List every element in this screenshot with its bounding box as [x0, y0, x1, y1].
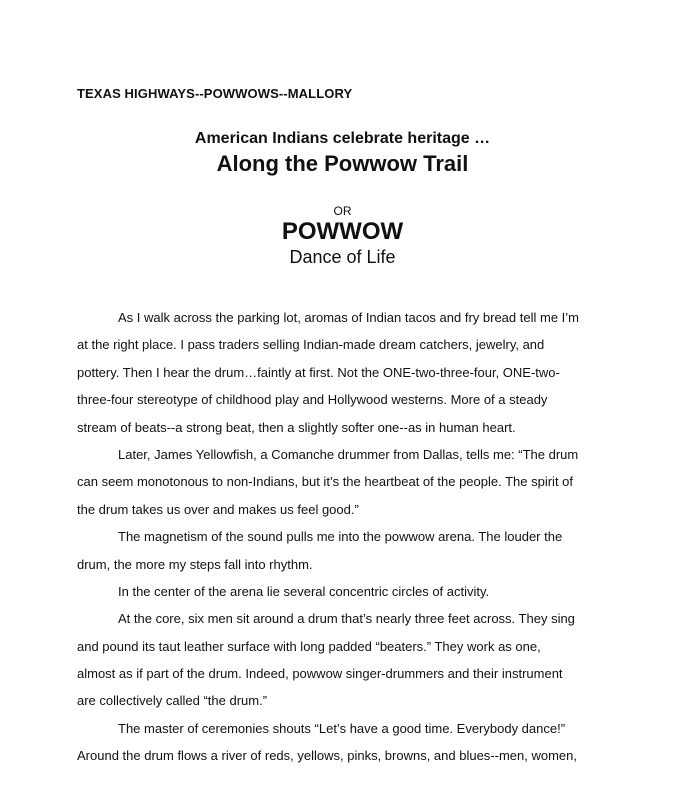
paragraph-5-line-2: and pound its taut leather surface with long padded “beaters.” They work as one, [77, 638, 541, 654]
paragraph-4-line-1: In the center of the arena lie several concentric circles of activity. [118, 583, 490, 599]
article-body [77, 304, 617, 770]
paragraph-1-line-2: at the right place. I pass traders selling Indian-made dream catchers, jewelry, and [77, 337, 545, 353]
paragraph-2-line-2: can seem monotonous to non-Indians, but it’s the heartbeat of the people. The spirit of [77, 474, 574, 490]
paragraph-6-line-2: Around the drum flows a river of reds, yellows, pinks, browns, and blues--men, women, [77, 748, 577, 764]
article-title: Along the Powwow Trail [216, 151, 469, 176]
paragraph-3-line-1: The magnetism of the sound pulls me into the powwow arena. The louder the [118, 529, 563, 545]
header-slug: TEXAS HIGHWAYS--POWWOWS--MALLORY [77, 86, 353, 101]
paragraph-3-line-2: drum, the more my steps fall into rhythm. [77, 556, 313, 572]
paragraph-1-line-3: pottery. Then I hear the drum…faintly at first. Not the ONE-two-three-four, ONE-two- [77, 364, 560, 380]
paragraph-5-line-4: are collectively called “the drum.” [77, 693, 268, 709]
paragraph-5-line-3: almost as if part of the drum. Indeed, powwow singer-drummers and their instrument [77, 666, 563, 682]
paragraph-2-line-1: Later, James Yellowfish, a Comanche drummer from Dallas, tells me: “The drum [118, 446, 579, 462]
paragraph-1-line-4: three-four stereotype of childhood play and Hollywood westerns. More of a steady [77, 392, 548, 408]
paragraph-2-line-3: the drum takes us over and makes us feel good.” [77, 501, 359, 517]
paragraph-6-line-1: The master of ceremonies shouts “Let’s have a good time. Everybody dance!” [118, 720, 566, 736]
paragraph-1-line-1: As I walk across the parking lot, aromas of Indian tacos and fry bread tell me I’m [118, 310, 579, 325]
paragraph-5-line-1: At the core, six men sit around a drum that’s nearly three feet across. They sing [118, 611, 575, 627]
alternate-subtitle: Dance of Life [289, 247, 396, 267]
article-subtitle: American Indians celebrate heritage … [194, 130, 491, 147]
or-label: OR [333, 204, 352, 218]
alternate-title: POWWOW [281, 218, 404, 245]
paragraph-1-line-5: stream of beats--a strong beat, then a slightly softer one--as in human heart. [77, 419, 516, 435]
